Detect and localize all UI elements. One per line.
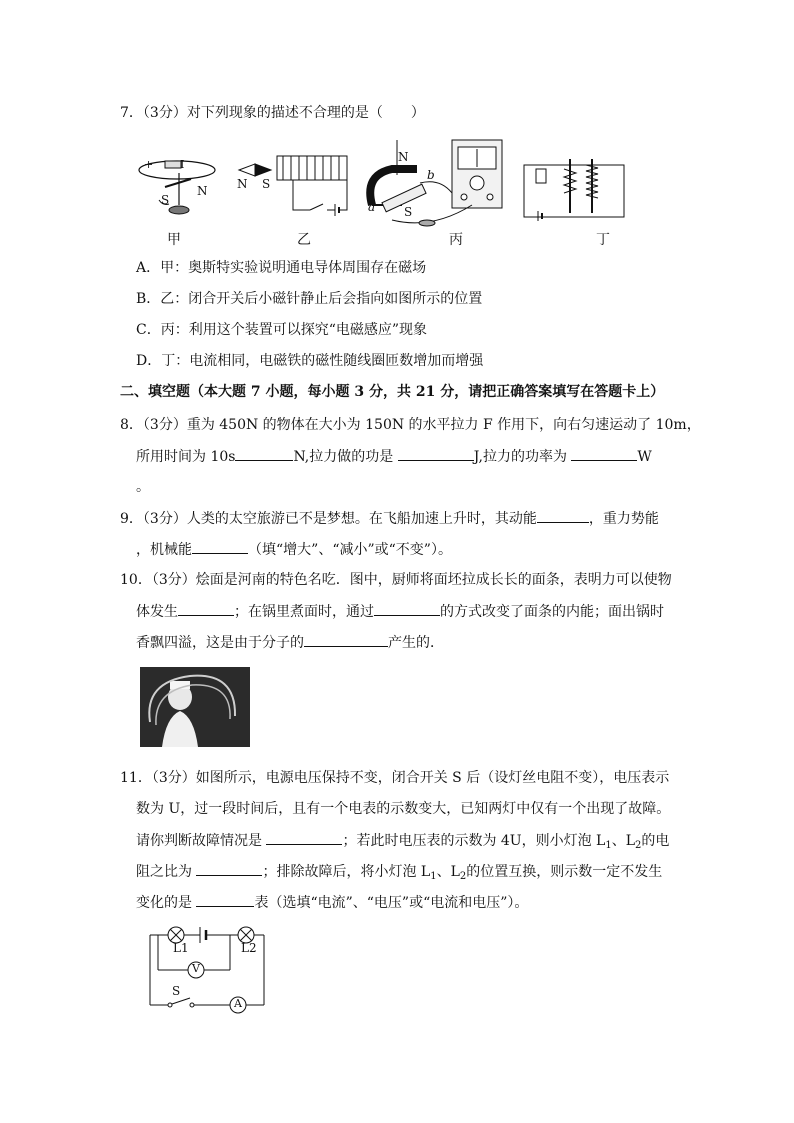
q11-line-5: 变化的是 表（选填“电流”、“电压”或“电流和电压”）。 [136, 892, 528, 913]
circuit-label-a: A [234, 997, 242, 1010]
figure-ding-electromagnets [520, 155, 630, 223]
jia-n: N [197, 184, 208, 198]
yi-s: S [262, 177, 271, 191]
q8-line-2: 所用时间为 10s N,拉力做的功是 J,拉力的功率为 W [136, 446, 652, 467]
q7-option-c: C．丙：利用这个装置可以探究“电磁感应”现象 [136, 322, 428, 338]
bing-s: S [404, 205, 413, 219]
q8-line-3: 。 [136, 479, 150, 495]
jia-current: I [180, 158, 185, 171]
fig-label-ding: 丁 [596, 232, 610, 248]
q11-line-2: 数为 U，过一段时间后，且有一个电表的示数变大，已知两灯中仅有一个出现了故障。 [136, 801, 671, 817]
q10-line-1: 10．（3分）烩面是河南的特色名吃．图中，厨师将面坯拉成长长的面条，表明力可以使物 [120, 572, 672, 588]
q10-line-3: 香飘四溢，这是由于分子的 产生的． [136, 632, 444, 653]
q9-line-2: ，机械能 （填“增大”、“减小”或“不变”）。 [136, 539, 452, 560]
q11-line-3: 请你判断故障情况是 ；若此时电压表的示数为 4U，则小灯泡 $L_1$、$L_2$的电 [136, 830, 669, 856]
bing-a: a [368, 200, 376, 214]
q11-circuit-diagram [138, 923, 270, 1018]
fig-label-bing: 丙 [449, 232, 463, 248]
q9-line-1: 9．（3分）人类的太空旅游已不是梦想。在飞船加速上升时，其动能 ，重力势能 [120, 508, 659, 529]
circuit-label-v: V [192, 962, 200, 975]
q7-stem: 7．（3分）对下列现象的描述不合理的是（ ） [120, 105, 425, 121]
q7-option-d: D．丁：电流相同，电磁铁的磁性随线圈匝数增加而增强 [136, 353, 484, 369]
jia-plus: + [144, 158, 154, 171]
jia-s: S [161, 193, 170, 207]
fig-label-jia: 甲 [167, 232, 181, 248]
noodle-chef-photo [140, 667, 250, 747]
q8-line-1: 8．（3分）重为 450N 的物体在大小为 150N 的水平拉力 F 作用下，向右匀速运动了 10m， [120, 417, 701, 433]
yi-n: N [237, 177, 248, 191]
circuit-label-s: S [172, 984, 181, 998]
q7-option-a: A．甲：奥斯特实验说明通电导体周围存在磁场 [136, 260, 427, 276]
q10-line-2: 体发生 ；在锅里煮面时，通过 的方式改变了面条的内能；面出锅时 [136, 601, 664, 622]
q11-line-1: 11．（3分）如图所示，电源电压保持不变，闭合开关 S 后（设灯丝电阻不变），电压表示 [120, 770, 670, 786]
bing-b: b [427, 168, 435, 182]
q7-option-b: B．乙：闭合开关后小磁针静止后会指向如图所示的位置 [136, 291, 483, 307]
q11-line-4: 阻之比为 ；排除故障后，将小灯泡 $L_1$、$L_2$的位置互换，则示数一定不发生 [136, 861, 662, 887]
section-2-title: 二、填空题（本大题 7 小题，每小题 3 分，共 21 分，请把正确答案填写在答题卡上） [120, 384, 665, 400]
circuit-label-l2: L2 [241, 941, 257, 955]
figure-bing-induction [362, 135, 512, 230]
fig-label-yi: 乙 [297, 232, 311, 248]
figure-yi-solenoid [235, 150, 355, 220]
bing-n: N [398, 150, 409, 164]
circuit-label-l1: L1 [173, 941, 189, 955]
